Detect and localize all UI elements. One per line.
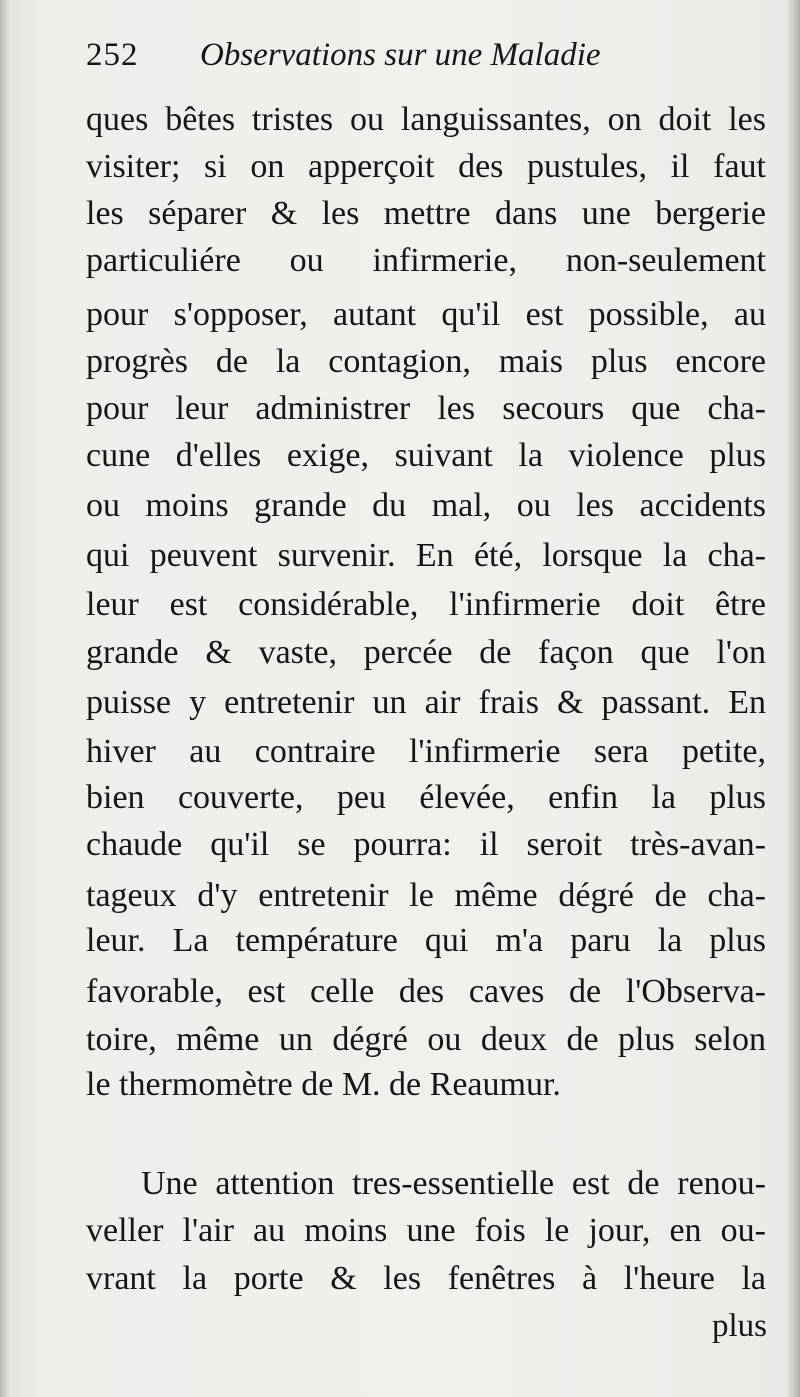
page-number: 252	[86, 37, 139, 73]
text-line: pour leur administrer les secours que cha-	[86, 390, 766, 427]
text-line: leur. La température qui m'a paru la plus	[86, 922, 766, 959]
text-line: particuliére ou infirmerie, non-seulement	[86, 242, 766, 279]
text-line: Une attention tres-essentielle est de renou-	[141, 1165, 766, 1202]
text-line: les séparer & les mettre dans une bergerie	[86, 195, 766, 232]
text-line: pour s'opposer, autant qu'il est possible, au	[86, 296, 766, 333]
running-header	[86, 30, 706, 80]
text-line: leur est considérable, l'infirmerie doit être	[86, 586, 766, 623]
page-left-edge-shadow	[0, 0, 10, 1397]
text-line: progrès de la contagion, mais plus encore	[86, 343, 766, 380]
text-line: ques bêtes tristes ou languissantes, on doit les	[86, 101, 766, 138]
text-line: cune d'elles exige, suivant la violence plus	[86, 437, 766, 474]
text-line: visiter; si on apperçoit des pustules, il faut	[86, 148, 766, 185]
catchword: plus	[712, 1308, 768, 1344]
text-line: hiver au contraire l'infirmerie sera petite,	[86, 733, 766, 770]
text-line: ou moins grande du mal, ou les accidents	[86, 487, 766, 524]
text-line: qui peuvent survenir. En été, lorsque la cha-	[86, 537, 766, 574]
running-title: Observations sur une Maladie	[200, 37, 601, 73]
text-line: le thermomètre de M. de Reaumur.	[86, 1066, 561, 1103]
text-line: puisse y entretenir un air frais & passant. En	[86, 684, 766, 721]
text-line: bien couverte, peu élevée, enfin la plus	[86, 779, 766, 816]
text-line: grande & vaste, percée de façon que l'on	[86, 634, 766, 671]
text-line: veller l'air au moins une fois le jour, en ou-	[86, 1212, 766, 1249]
text-line: favorable, est celle des caves de l'Observa-	[86, 973, 766, 1010]
text-line: toire, même un dégré ou deux de plus selon	[86, 1021, 766, 1058]
text-line: chaude qu'il se pourra: il seroit très-avan-	[86, 826, 766, 863]
text-line: vrant la porte & les fenêtres à l'heure la	[86, 1260, 766, 1297]
text-line: tageux d'y entretenir le même dégré de cha-	[86, 877, 766, 914]
page-gutter-shadow	[786, 0, 800, 1397]
